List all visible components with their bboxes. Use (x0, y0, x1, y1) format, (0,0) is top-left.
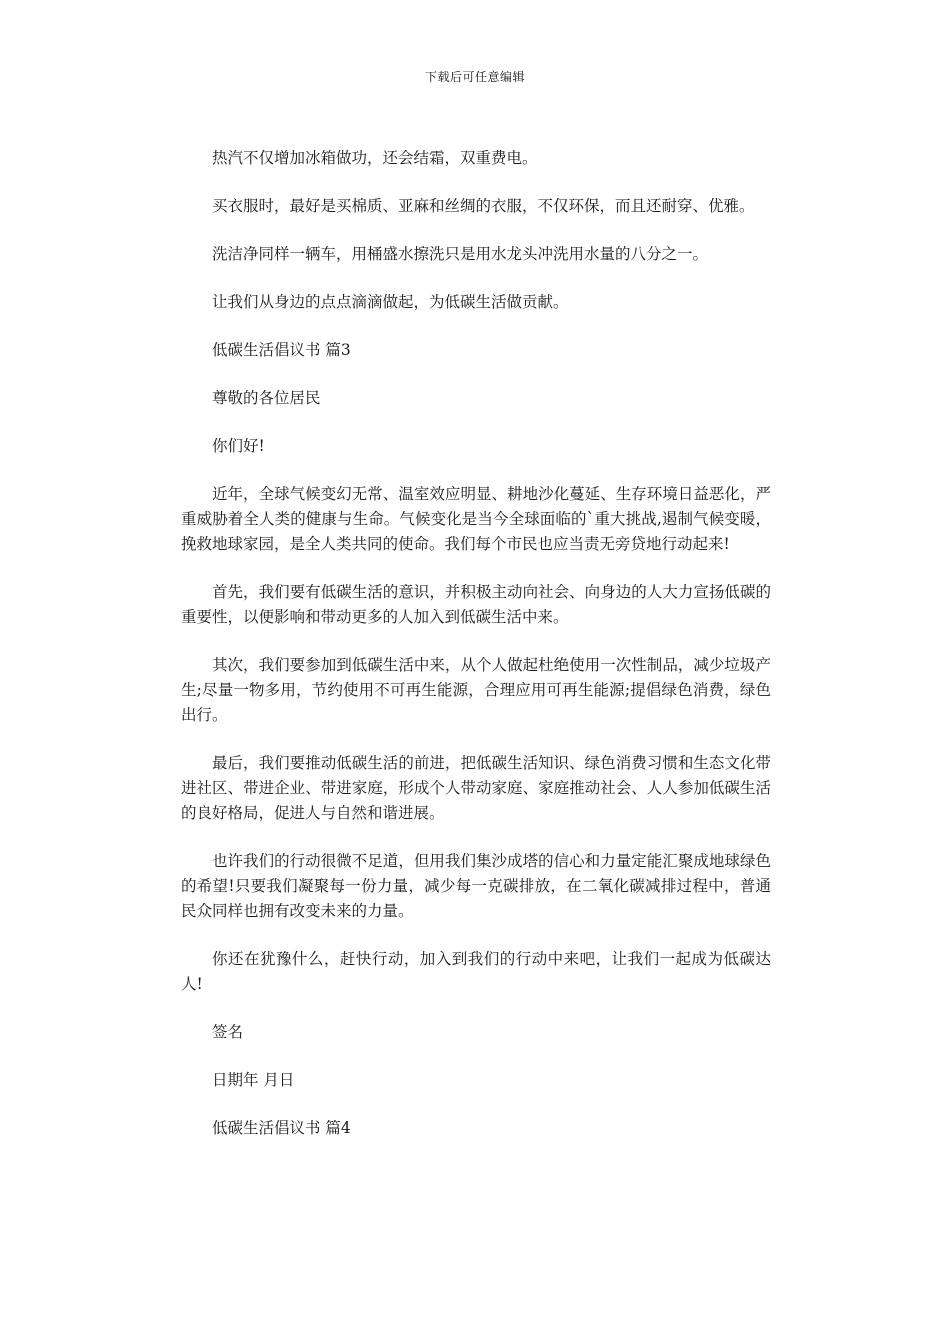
date-line: 日期年 月日 (212, 1071, 295, 1089)
paragraph-clothing-advice: 买衣服时，最好是买棉质、亚麻和丝绸的衣服，不仅环保，而且还耐穿、优雅。 (212, 197, 755, 215)
paragraph-last: 最后，我们要推动低碳生活的前进，把低碳生活知识、绿色消费习惯和生态文化带进社区、带进企业、带进家庭，形成个人带动家庭、家庭推动社会、人人参加低碳生活的良好格局，促进人与自然和谐进展。 (181, 754, 771, 822)
signature-line: 签名 (212, 1023, 244, 1041)
paragraph-car-washing: 洗洁净同样一辆车，用桶盛水擦洗只是用水龙头冲洗用水量的八分之一。 (212, 245, 709, 263)
salutation: 尊敬的各位居民 (212, 389, 321, 407)
page-header: 下载后可任意编辑 (424, 70, 525, 84)
paragraph-contribution: 让我们从身边的点点滴滴做起，为低碳生活做贡献。 (212, 293, 569, 311)
paragraph-call-to-action: 你还在犹豫什么，赶快行动，加入到我们的行动中来吧，让我们一起成为低碳达人! (181, 950, 771, 993)
document-body (181, 146, 771, 1164)
greeting: 你们好! (212, 437, 265, 455)
paragraph-second: 其次，我们要参加到低碳生活中来，从个人做起杜绝使用一次性制品，减少垃圾产生;尽量一物多用，节约使用不可再生能源，合理应用可再生能源;提倡绿色消费，绿色出行。 (181, 656, 771, 724)
paragraph-hope: 也许我们的行动很微不足道，但用我们集沙成塔的信心和力量定能汇聚成地球绿色的希望!只要我们凝聚每一份力量，减少每一克碳排放，在二氧化碳减排过程中，普通民众同样也拥有改变未来的力量。 (181, 852, 771, 920)
paragraph-refrigerator-frost: 热汽不仅增加冰箱做功，还会结霜，双重费电。 (212, 149, 538, 167)
paragraph-climate-change: 近年，全球气候变幻无常、温室效应明显、耕地沙化蔓延、生存环境日益恶化，严重威胁着全人类的健康与生命。气候变化是当今全球面临的`重大挑战,遏制气候变暖，挽救地球家园，是全人类共同的使命。我们每个市民也应当责无旁贷地行动起来! (181, 485, 771, 553)
section-title-3: 低碳生活倡议书 篇3 (212, 341, 351, 359)
section-title-4: 低碳生活倡议书 篇4 (212, 1119, 351, 1137)
paragraph-first: 首先，我们要有低碳生活的意识，并积极主动向社会、向身边的人大力宣扬低碳的重要性，以便影响和带动更多的人加入到低碳生活中来。 (181, 583, 771, 626)
